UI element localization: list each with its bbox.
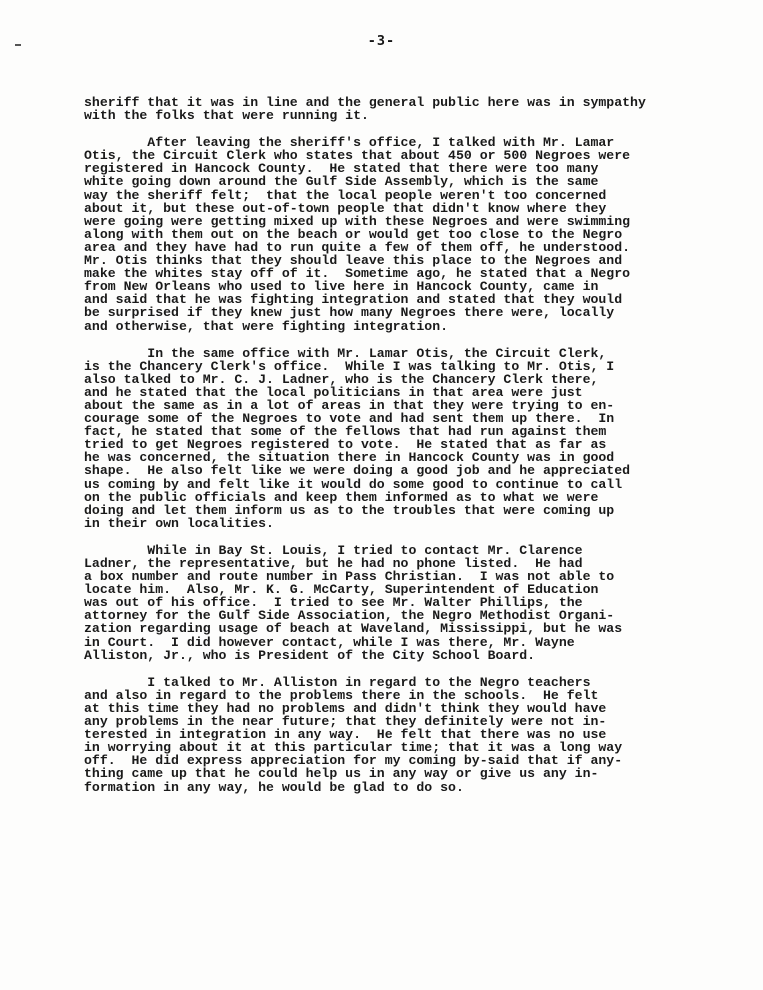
text-line: zation regarding usage of beach at Waveland, Mississippi, but he was bbox=[84, 621, 623, 637]
text-line: After leaving the sheriff's office, I talked with Mr. Lamar bbox=[84, 135, 615, 151]
text-line: is the Chancery Clerk's office. While I was talking to Mr. Otis, I bbox=[84, 358, 615, 374]
text-line: terested in integration in any way. He felt that there was no use bbox=[84, 727, 607, 743]
text-line: doing and let them inform us as to the troubles that were coming up bbox=[84, 502, 615, 518]
text-line: was out of his office. I tried to see Mr. Walter Phillips, the bbox=[84, 595, 583, 611]
text-line: thing came up that he could help us in any way or give us any in- bbox=[84, 766, 599, 782]
text-line: white going down around the Gulf Side Assembly, which is the same bbox=[84, 174, 599, 190]
text-line: sheriff that it was in line and the general public here was in sympathy bbox=[84, 95, 646, 110]
text-line: formation in any way, he would be glad to do so. bbox=[84, 779, 464, 795]
text-line: any problems in the near future; that they definitely were not in- bbox=[84, 714, 607, 730]
text-line: fact, he stated that some of the fellows that had run against them bbox=[84, 424, 607, 440]
text-line: and otherwise, that were fighting integration. bbox=[84, 318, 449, 334]
text-line: with the folks that were running it. bbox=[84, 108, 369, 124]
text-line: shape. He also felt like we were doing a good job and he appreciated bbox=[84, 463, 631, 479]
text-line: on the public officials and keep them informed as to what we were bbox=[84, 489, 599, 505]
text-line: registered in Hancock County. He stated that there were too many bbox=[84, 161, 599, 177]
paragraph-2 bbox=[84, 136, 744, 332]
text-line: In the same office with Mr. Lamar Otis, the Circuit Clerk, bbox=[84, 345, 607, 361]
text-line: be surprised if they knew just how many Negroes there were, locally bbox=[84, 305, 615, 321]
text-line: tried to get Negroes registered to vote. He stated that as far as bbox=[84, 437, 607, 453]
text-line: make the whites stay off of it. Sometime ago, he stated that a Negro bbox=[84, 266, 631, 282]
text-line: along with them out on the beach or would get too close to the Negro bbox=[84, 226, 623, 242]
text-line: about the same as in a lot of areas in that they were trying to en- bbox=[84, 397, 615, 413]
text-line: and said that he was fighting integration and stated that they would bbox=[84, 292, 623, 308]
text-line: us coming by and felt like it would do some good to continue to call bbox=[84, 476, 623, 492]
text-line: While in Bay St. Louis, I tried to contact Mr. Clarence bbox=[84, 542, 583, 558]
text-line: also talked to Mr. C. J. Ladner, who is the Chancery Clerk there, bbox=[84, 371, 599, 387]
paragraph-1 bbox=[84, 96, 744, 122]
text-line: locate him. Also, Mr. K. G. McCarty, Superintendent of Education bbox=[84, 582, 599, 598]
paragraph-5 bbox=[84, 676, 744, 794]
text-line: he was concerned, the situation there in Hancock County was in good bbox=[84, 450, 615, 466]
page-number: -3- bbox=[367, 33, 396, 49]
text-line: attorney for the Gulf Side Association, the Negro Methodist Organi- bbox=[84, 608, 615, 624]
text-line: way the sheriff felt; that the local people weren't too concerned bbox=[84, 187, 607, 203]
text-line: Otis, the Circuit Clerk who states that about 450 or 500 Negroes were bbox=[84, 148, 631, 164]
paragraph-4 bbox=[84, 544, 744, 662]
text-line: Alliston, Jr., who is President of the City School Board. bbox=[84, 647, 536, 663]
text-line: in worrying about it at this particular time; that it was a long way bbox=[84, 740, 623, 756]
document-body bbox=[84, 96, 744, 808]
paragraph-3 bbox=[84, 347, 744, 530]
text-line: were going were getting mixed up with these Negroes and were swimming bbox=[84, 213, 631, 229]
text-line: at this time they had no problems and didn't think they would have bbox=[84, 700, 607, 716]
text-line: and he stated that the local politicians in that area were just bbox=[84, 384, 583, 400]
text-line: I talked to Mr. Alliston in regard to the Negro teachers bbox=[84, 674, 591, 690]
text-line: and also in regard to the problems there in the schools. He felt bbox=[84, 687, 599, 703]
text-line: about it, but these out-of-town people that didn't know where they bbox=[84, 200, 607, 216]
text-line: in Court. I did however contact, while I was there, Mr. Wayne bbox=[84, 634, 575, 650]
text-line: Ladner, the representative, but he had no phone listed. He had bbox=[84, 556, 583, 571]
text-line: in their own localities. bbox=[84, 515, 274, 531]
text-line: Mr. Otis thinks that they should leave this place to the Negroes and bbox=[84, 253, 623, 269]
text-line: a box number and route number in Pass Christian. I was not able to bbox=[84, 569, 615, 585]
text-line: area and they have had to run quite a few of them off, he understood. bbox=[84, 239, 631, 255]
text-line: off. He did express appreciation for my coming by-said that if any- bbox=[84, 753, 623, 769]
text-line: courage some of the Negroes to vote and had sent them up there. In bbox=[84, 411, 615, 427]
text-line: from New Orleans who used to live here in Hancock County, came in bbox=[84, 279, 599, 295]
